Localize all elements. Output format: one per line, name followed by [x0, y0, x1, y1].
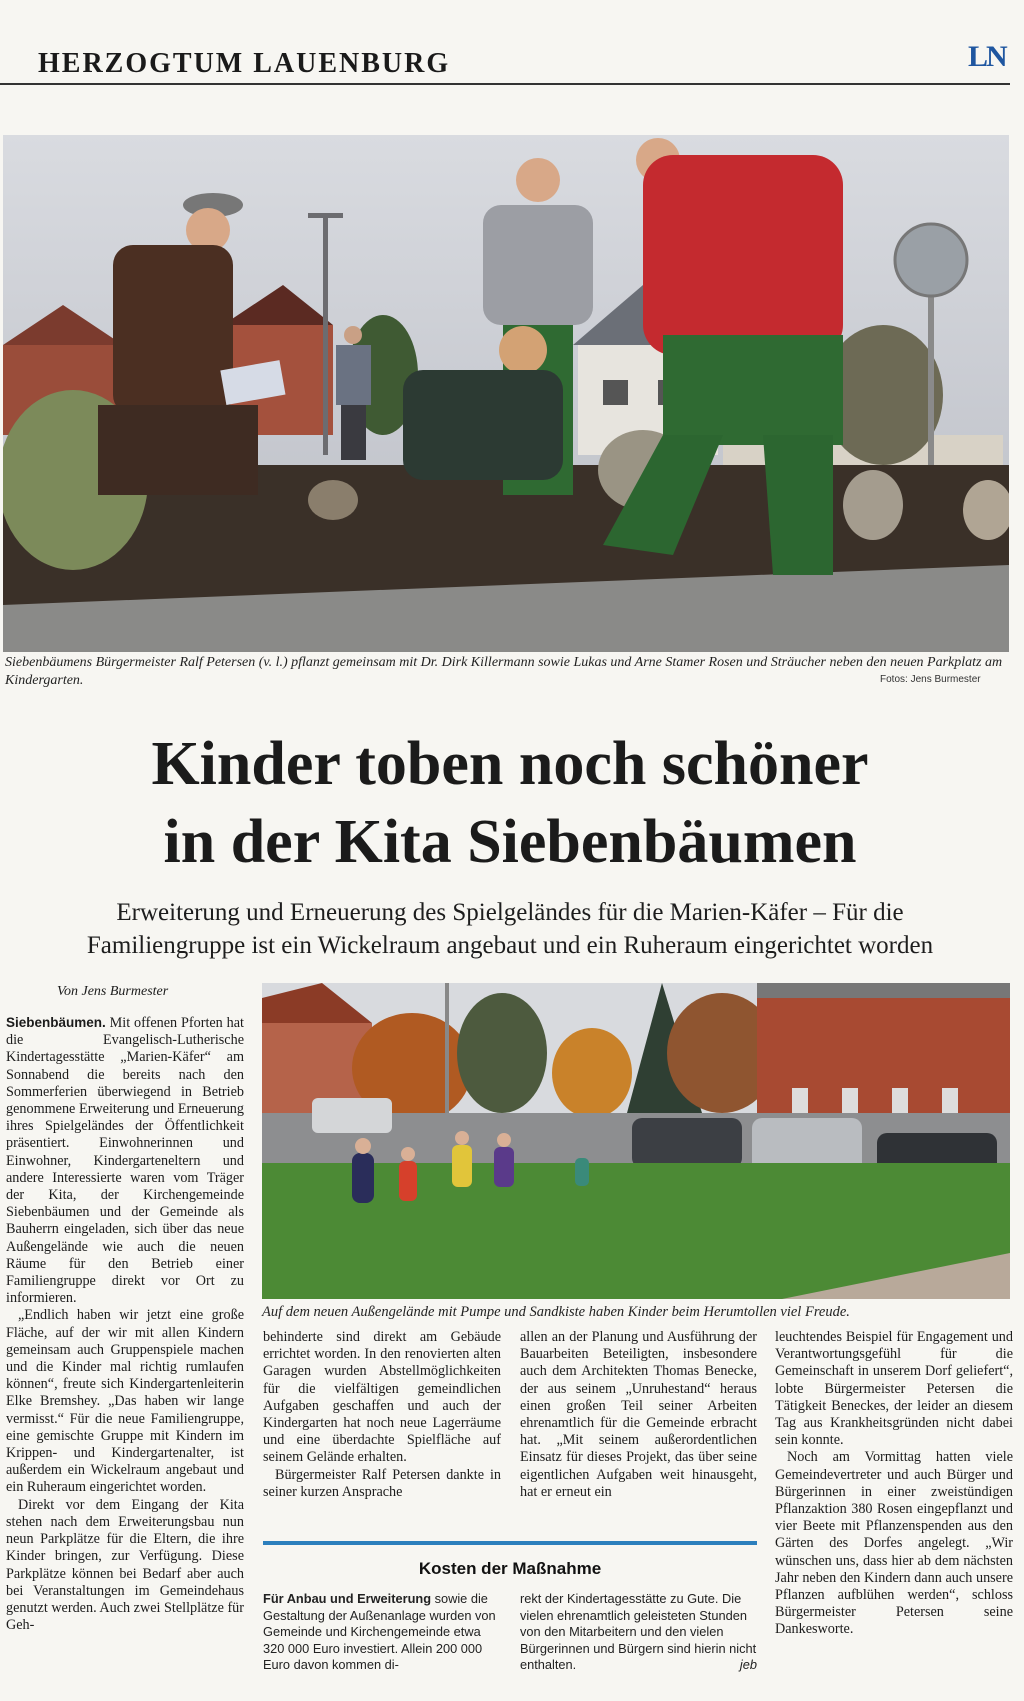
headline-line2: in der Kita Siebenbäumen: [163, 808, 857, 876]
subhead-line2: Familiengruppe ist ein Wickelraum angebaut und ein Ruheraum eingerichtet worden: [86, 932, 934, 959]
infobox-lead: Für Anbau und Erweiterung: [263, 1591, 432, 1606]
headline-line1: Kinder toben noch schöner: [151, 730, 869, 798]
article-column-3: [520, 1329, 757, 1501]
infobox-column-2: [520, 1591, 757, 1674]
dateline: Siebenbäumen.: [6, 1015, 106, 1030]
infobox-text: rekt der Kindertagesstätte zu Gute. Die vielen ehrenamtlich geleisteten Stunden von den Mitarbeitern und den vielen Bürgerinnen und Bürgern sind hierin nicht enthalten.: [520, 1591, 757, 1672]
header-rule: [0, 83, 1010, 85]
playground-photo: [262, 983, 1010, 1299]
article-column-2: [263, 1329, 501, 1501]
infobox-title: Kosten der Maßnahme: [418, 1559, 602, 1578]
photo1-caption: Siebenbäumens Bürgermeister Ralf Petersen (v. l.) pflanzt gemeinsam mit Dr. Dirk Killermann sowie Lukas und Arne Stamer Rosen und Sträucher neben den neuen Parkplatz am Kindergarten.: [5, 655, 1003, 688]
infobox-text: sowie die Gestaltung der Außenanlage wurden von Gemeinde und Kirchengemeinde etwa 320 000 Euro investiert. Allein 200 000 Euro davon kommen di-: [263, 1591, 496, 1672]
paragraph: Direkt vor dem Eingang der Kita stehen nach dem Erweiterungsbau nun neun Parkplätze für die Eltern, die ihre Kinder bringen, zur Verfügung. Diese Parkplätze können bei Bedarf aber auch bei Veranstaltungen im Gemeindehaus genutzt werden. Auch zwei Stellplätze für Geh-: [6, 1496, 244, 1634]
photo-credit: Fotos: Jens Burmester: [880, 674, 981, 685]
byline: Von Jens Burmester: [57, 984, 169, 999]
paragraph: Bürgermeister Ralf Petersen dankte in seiner kurzen Ansprache: [263, 1466, 501, 1500]
article-column-4: [775, 1329, 1013, 1639]
paragraph: Mit offenen Pforten hat die Evangelisch-Lutherische Kindertagesstätte „Marien-Käfer“ am Sonnabend die bereits nach den Sommerferien überwiegend in Betrieb genommene Erweiterung und Erneuerung ihres Spielgeländes der Öffentlichkeit präsentiert. Einwohnerinnen und Einwohner, Kindergarteneltern und andere Interessierte waren vom Träger der Kita, der Kirchengemeinde Siebenbäumen und der Gemeinde als Bauherrn eingeladen, sich über das neue Außengelände wie auch die neuen Räume für den Betrieb einer Familiengruppe direkt vor Ort zu informieren.: [6, 1015, 244, 1307]
paragraph: leuchtendes Beispiel für Engagement und Verantwortungsgefühl für die Gemeinschaft in unserem Dorf geliefert“, lobte Bürgermeister Petersen die Tätigkeit Beneckes, der leider an diesem Tag aus Krankheitsgründen nicht dabei sein konnte.: [775, 1329, 1013, 1449]
infobox-column-1: [263, 1591, 499, 1674]
paragraph: Noch am Vormittag hatten viele Gemeindevertreter und auch Bürger und Bürgerinnen in einer zweistündigen Pflanzaktion 380 Rosen eingepflanzt und vier Beete mit Pflanzenspenden aus den Gärten des Dorfes angelegt. „Wir wünschen uns, dass hier ab dem nächsten Jahr neben den Kindern dann auch unsere Pflanzen aufblühen werden“, schloss Bürgermeister Petersen seine Dankesworte.: [775, 1449, 1013, 1638]
planting-photo: [3, 135, 1009, 652]
paragraph: allen an der Planung und Ausführung der Bauarbeiten Beteiligten, insbesondere auch dem Architekten Thomas Benecke, der aus seinem „Unruhestand“ heraus einen großen Teil seiner Arbeiten ehrenamtlich für die Gemeinde erbracht hat. „Mit seinem außerordentlichen Einsatz für dieses Projekt, das über seine eigentlichen Aufgaben weit hinausgeht, hat er erneut ein: [520, 1329, 757, 1500]
paragraph: „Endlich haben wir jetzt eine große Fläche, auf der wir mit allen Kindern gemeinsam auch Gruppenspiele machen und die Kinder mal richtig rumlaufen können“, freute sich Kindergartenleiterin Elke Bremshey. „Das haben wir lange vermisst.“ Für die neue Familiengruppe, eine gemischte Gruppe mit Kindern im Krippen- und Kindergartenalter, ist außerdem ein Wickelraum angebaut und ein Ruheraum eingerichtet worden.: [6, 1307, 244, 1496]
subhead-line1: Erweiterung und Erneuerung des Spielgeländes für die Marien-Käfer – Für die: [116, 899, 904, 926]
infobox-rule: [263, 1541, 757, 1545]
ln-logo: LN: [968, 40, 1006, 73]
section-title: HERZOGTUM LAUENBURG: [38, 48, 451, 79]
author-signature: jeb: [739, 1657, 757, 1672]
article-column-1: [6, 1014, 244, 1634]
photo2-caption: Auf dem neuen Außengelände mit Pumpe und Sandkiste haben Kinder beim Herumtollen viel Freude.: [262, 1304, 850, 1320]
paragraph: behinderte sind direkt am Gebäude errichtet worden. In den renovierten alten Garagen wurden Abstellmöglichkeiten für die vielfältigen gemeindlichen Aufgaben geschaffen und auch der Kindergarten hat noch neue Lagerräume und eine überdachte Spielfläche auf seinem Gelände erhalten.: [263, 1329, 501, 1466]
